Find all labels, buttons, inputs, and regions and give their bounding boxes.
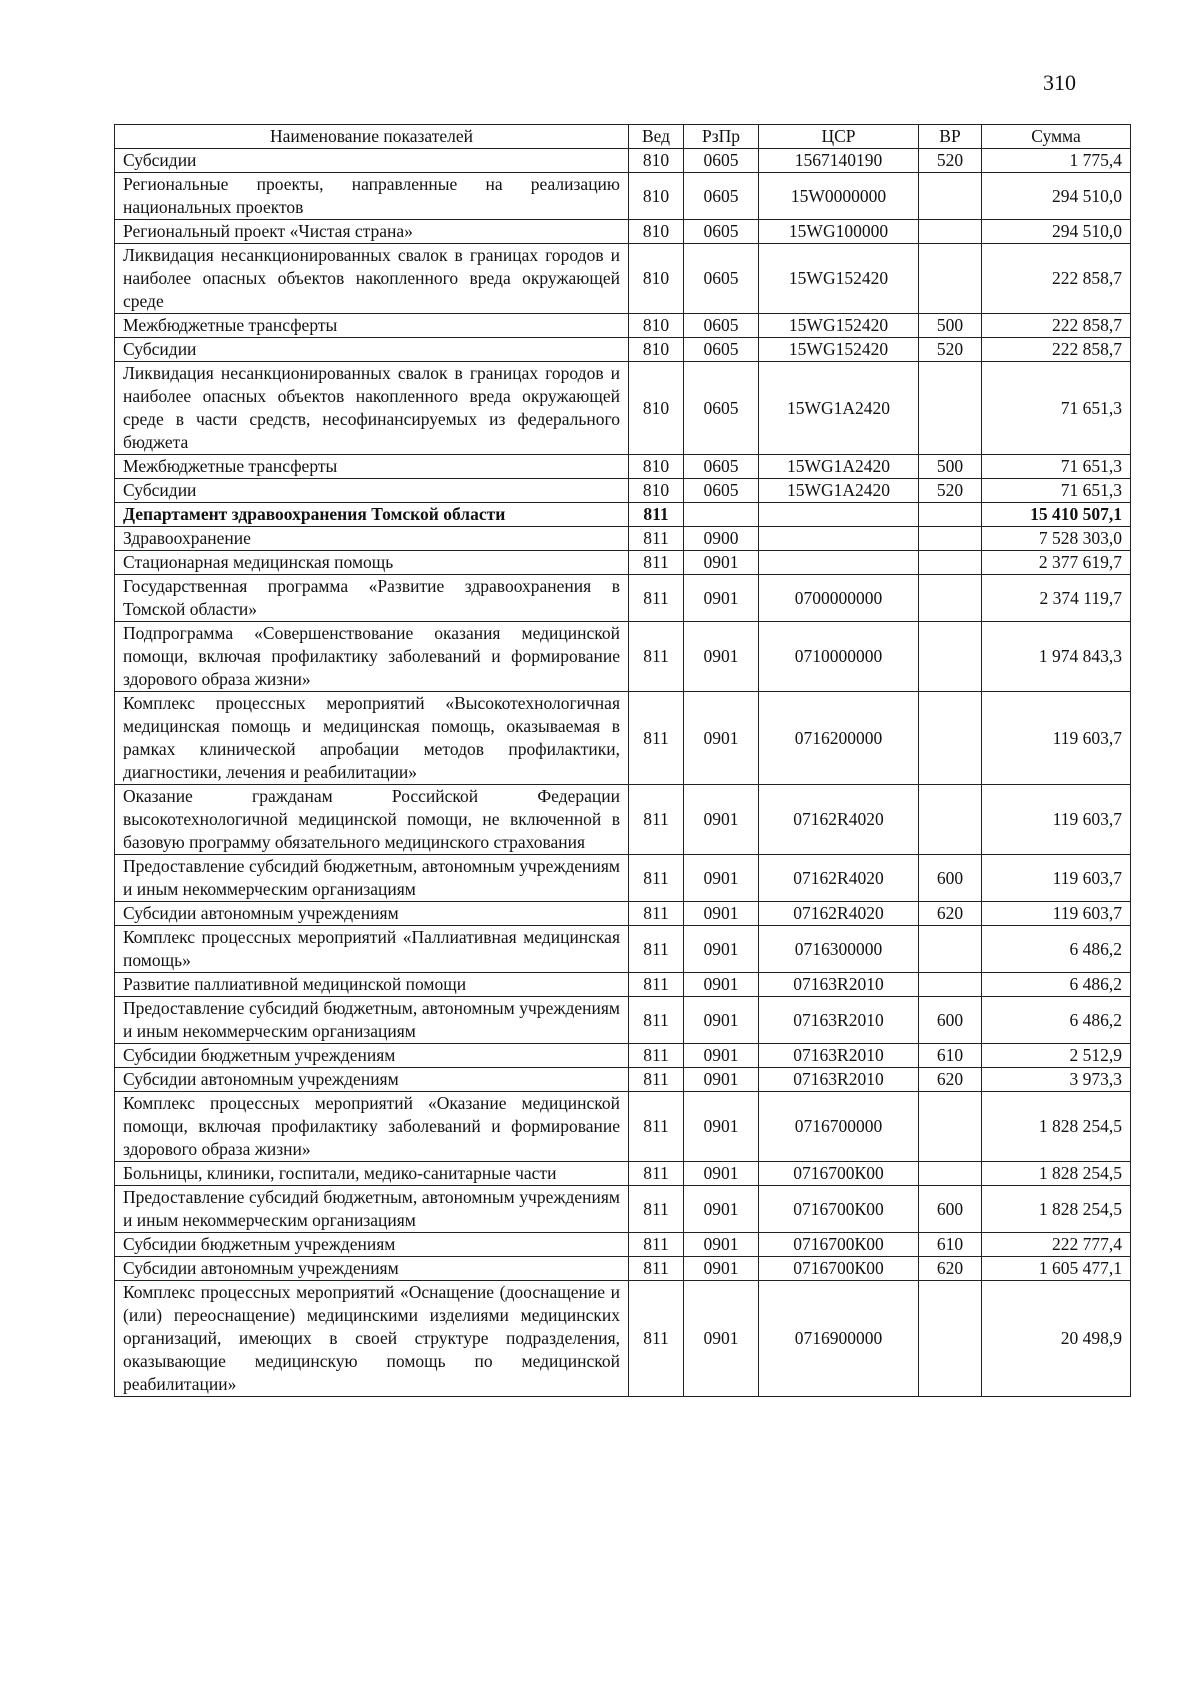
cell-name: Стационарная медицинская помощь: [115, 551, 629, 575]
cell-name: Оказание гражданам Российской Федерации высокотехнологичной медицинской помощи, не включенной в базовую программу обязательного медицинского страхования: [115, 785, 629, 855]
table-row: [115, 575, 1131, 622]
cell-ved: 810: [629, 314, 684, 338]
table-row: [115, 1092, 1131, 1162]
cell-name: Здравоохранение: [115, 527, 629, 551]
cell-rzpr: 0901: [684, 997, 759, 1044]
cell-sum: 1 828 254,5: [982, 1092, 1131, 1162]
header-rzpr: РзПр: [684, 125, 759, 149]
cell-sum: 6 486,2: [982, 997, 1131, 1044]
cell-vr: 610: [919, 1044, 982, 1068]
table-row: [115, 785, 1131, 855]
cell-sum: 3 973,3: [982, 1068, 1131, 1092]
cell-rzpr: 0901: [684, 622, 759, 692]
cell-ved: 810: [629, 338, 684, 362]
cell-name: Субсидии автономным учреждениям: [115, 902, 629, 926]
cell-vr: [919, 1281, 982, 1397]
cell-ved: 811: [629, 503, 684, 527]
header-csr: ЦСР: [759, 125, 919, 149]
cell-vr: 600: [919, 855, 982, 902]
cell-vr: 620: [919, 902, 982, 926]
cell-csr: 0716700000: [759, 1092, 919, 1162]
cell-name: Больницы, клиники, госпитали, медико-санитарные части: [115, 1162, 629, 1186]
cell-ved: 810: [629, 362, 684, 455]
cell-csr: 0700000000: [759, 575, 919, 622]
cell-rzpr: 0901: [684, 855, 759, 902]
cell-ved: 811: [629, 902, 684, 926]
cell-rzpr: 0901: [684, 1068, 759, 1092]
cell-ved: 810: [629, 173, 684, 220]
cell-rzpr: 0605: [684, 314, 759, 338]
cell-csr: 0716700К00: [759, 1162, 919, 1186]
cell-sum: 6 486,2: [982, 973, 1131, 997]
table-row: [115, 622, 1131, 692]
table-row: [115, 1281, 1131, 1397]
cell-sum: 71 651,3: [982, 455, 1131, 479]
cell-csr: 15WG152420: [759, 244, 919, 314]
cell-name: Субсидии автономным учреждениям: [115, 1068, 629, 1092]
cell-csr: 15WG1A2420: [759, 362, 919, 455]
cell-csr: [759, 527, 919, 551]
cell-sum: 119 603,7: [982, 855, 1131, 902]
cell-csr: 15WG1A2420: [759, 479, 919, 503]
cell-ved: 811: [629, 785, 684, 855]
table-body: [115, 149, 1131, 1397]
cell-rzpr: 0901: [684, 902, 759, 926]
cell-rzpr: 0605: [684, 362, 759, 455]
header-vr: ВР: [919, 125, 982, 149]
table-row: [115, 1068, 1131, 1092]
budget-table: [114, 124, 1131, 1397]
table-row: [115, 338, 1131, 362]
cell-vr: [919, 362, 982, 455]
cell-vr: [919, 1162, 982, 1186]
table-row: [115, 362, 1131, 455]
cell-name: Развитие паллиативной медицинской помощи: [115, 973, 629, 997]
cell-csr: 15WG100000: [759, 220, 919, 244]
table-row: [115, 527, 1131, 551]
cell-vr: 500: [919, 455, 982, 479]
cell-name: Комплекс процессных мероприятий «Оснащение (дооснащение и (или) переоснащение) медицинскими изделиями медицинских организаций, имеющих в своей структуре подразделения, оказывающие медицинскую помощь по медицинской реабилитации»: [115, 1281, 629, 1397]
cell-ved: 811: [629, 575, 684, 622]
cell-vr: [919, 244, 982, 314]
table-row: [115, 1233, 1131, 1257]
page-number: 310: [1043, 70, 1076, 95]
table-row: [115, 855, 1131, 902]
cell-sum: 2 377 619,7: [982, 551, 1131, 575]
table-row: [115, 244, 1131, 314]
table-row: [115, 1162, 1131, 1186]
cell-rzpr: 0605: [684, 338, 759, 362]
cell-vr: [919, 173, 982, 220]
table-row: [115, 997, 1131, 1044]
cell-sum: 119 603,7: [982, 692, 1131, 785]
cell-csr: 07162R4020: [759, 902, 919, 926]
table-row: [115, 902, 1131, 926]
cell-csr: 07162R4020: [759, 785, 919, 855]
header-name: Наименование показателей: [115, 125, 629, 149]
cell-rzpr: 0901: [684, 1233, 759, 1257]
cell-ved: 811: [629, 1068, 684, 1092]
cell-sum: 1 974 843,3: [982, 622, 1131, 692]
cell-ved: 811: [629, 855, 684, 902]
cell-csr: 07163R2010: [759, 1044, 919, 1068]
cell-csr: 0716700К00: [759, 1233, 919, 1257]
cell-csr: 15W0000000: [759, 173, 919, 220]
cell-rzpr: 0901: [684, 1092, 759, 1162]
cell-vr: 600: [919, 997, 982, 1044]
cell-sum: 6 486,2: [982, 926, 1131, 973]
cell-rzpr: 0605: [684, 173, 759, 220]
cell-csr: 0716200000: [759, 692, 919, 785]
cell-ved: 810: [629, 244, 684, 314]
cell-sum: 222 858,7: [982, 338, 1131, 362]
cell-name: Региональные проекты, направленные на реализацию национальных проектов: [115, 173, 629, 220]
cell-ved: 811: [629, 1281, 684, 1397]
cell-ved: 811: [629, 1186, 684, 1233]
cell-csr: 07162R4020: [759, 855, 919, 902]
cell-sum: 1 828 254,5: [982, 1162, 1131, 1186]
cell-rzpr: 0901: [684, 1281, 759, 1397]
cell-sum: 222 777,4: [982, 1233, 1131, 1257]
cell-rzpr: 0901: [684, 1186, 759, 1233]
cell-vr: 620: [919, 1257, 982, 1281]
cell-vr: 500: [919, 314, 982, 338]
cell-name: Межбюджетные трансферты: [115, 455, 629, 479]
table-row: [115, 455, 1131, 479]
cell-vr: 520: [919, 338, 982, 362]
cell-rzpr: 0901: [684, 575, 759, 622]
cell-rzpr: 0901: [684, 551, 759, 575]
cell-ved: 811: [629, 1162, 684, 1186]
cell-name: Ликвидация несанкционированных свалок в границах городов и наиболее опасных объектов накопленного вреда окружающей среде в части средств, несофинансируемых из федерального бюджета: [115, 362, 629, 455]
cell-rzpr: 0901: [684, 1162, 759, 1186]
cell-vr: [919, 785, 982, 855]
table-row: [115, 551, 1131, 575]
cell-name: Комплекс процессных мероприятий «Паллиативная медицинская помощь»: [115, 926, 629, 973]
cell-name: Субсидии автономным учреждениям: [115, 1257, 629, 1281]
cell-vr: [919, 926, 982, 973]
cell-ved: 810: [629, 479, 684, 503]
table-row: [115, 1186, 1131, 1233]
cell-rzpr: 0605: [684, 149, 759, 173]
cell-vr: [919, 503, 982, 527]
cell-sum: 294 510,0: [982, 220, 1131, 244]
table-row: [115, 314, 1131, 338]
cell-rzpr: 0605: [684, 455, 759, 479]
cell-csr: 07163R2010: [759, 997, 919, 1044]
cell-csr: [759, 503, 919, 527]
cell-vr: 610: [919, 1233, 982, 1257]
cell-vr: 520: [919, 479, 982, 503]
cell-sum: 1 828 254,5: [982, 1186, 1131, 1233]
cell-sum: 294 510,0: [982, 173, 1131, 220]
cell-rzpr: [684, 503, 759, 527]
cell-name: Подпрограмма «Совершенствование оказания медицинской помощи, включая профилактику заболеваний и формирование здорового образа жизни»: [115, 622, 629, 692]
cell-sum: 1 605 477,1: [982, 1257, 1131, 1281]
cell-sum: 7 528 303,0: [982, 527, 1131, 551]
table-header-row: [115, 125, 1131, 149]
cell-sum: 1 775,4: [982, 149, 1131, 173]
cell-ved: 810: [629, 455, 684, 479]
cell-csr: 07163R2010: [759, 1068, 919, 1092]
cell-ved: 811: [629, 622, 684, 692]
cell-csr: 15WG152420: [759, 314, 919, 338]
table-row: [115, 692, 1131, 785]
cell-rzpr: 0901: [684, 1044, 759, 1068]
cell-ved: 811: [629, 926, 684, 973]
cell-csr: 15WG152420: [759, 338, 919, 362]
table-row: [115, 479, 1131, 503]
cell-name: Предоставление субсидий бюджетным, автономным учреждениям и иным некоммерческим организациям: [115, 997, 629, 1044]
table-row: [115, 149, 1131, 173]
cell-vr: 520: [919, 149, 982, 173]
cell-vr: [919, 973, 982, 997]
cell-rzpr: 0901: [684, 785, 759, 855]
cell-csr: 0710000000: [759, 622, 919, 692]
cell-csr: [759, 551, 919, 575]
table-row: [115, 220, 1131, 244]
cell-vr: 600: [919, 1186, 982, 1233]
cell-name: Предоставление субсидий бюджетным, автономным учреждениям и иным некоммерческим организациям: [115, 1186, 629, 1233]
cell-csr: 0716900000: [759, 1281, 919, 1397]
cell-sum: 2 512,9: [982, 1044, 1131, 1068]
cell-ved: 810: [629, 220, 684, 244]
header-ved: Вед: [629, 125, 684, 149]
table-row: [115, 926, 1131, 973]
cell-name: Межбюджетные трансферты: [115, 314, 629, 338]
cell-rzpr: 0900: [684, 527, 759, 551]
cell-ved: 811: [629, 1233, 684, 1257]
cell-ved: 810: [629, 149, 684, 173]
table-row: [115, 973, 1131, 997]
cell-sum: 119 603,7: [982, 902, 1131, 926]
cell-sum: 71 651,3: [982, 362, 1131, 455]
cell-name: Ликвидация несанкционированных свалок в границах городов и наиболее опасных объектов накопленного вреда окружающей среде: [115, 244, 629, 314]
cell-sum: 2 374 119,7: [982, 575, 1131, 622]
cell-ved: 811: [629, 1257, 684, 1281]
cell-ved: 811: [629, 692, 684, 785]
cell-name: Комплекс процессных мероприятий «Высокотехнологичная медицинская помощь и медицинская помощь, оказываемая в рамках клинической апробации методов профилактики, диагностики, лечения и реабилитации»: [115, 692, 629, 785]
cell-vr: [919, 575, 982, 622]
header-sum: Сумма: [982, 125, 1131, 149]
cell-csr: 15WG1A2420: [759, 455, 919, 479]
cell-ved: 811: [629, 997, 684, 1044]
cell-sum: 15 410 507,1: [982, 503, 1131, 527]
cell-csr: 0716700К00: [759, 1186, 919, 1233]
cell-csr: 1567140190: [759, 149, 919, 173]
cell-rzpr: 0901: [684, 973, 759, 997]
table-row: [115, 1257, 1131, 1281]
table-row: [115, 173, 1131, 220]
cell-csr: 0716700К00: [759, 1257, 919, 1281]
cell-vr: [919, 527, 982, 551]
cell-vr: [919, 1092, 982, 1162]
cell-ved: 811: [629, 1044, 684, 1068]
cell-rzpr: 0901: [684, 1257, 759, 1281]
cell-name: Субсидии: [115, 479, 629, 503]
cell-vr: [919, 551, 982, 575]
cell-vr: 620: [919, 1068, 982, 1092]
cell-rzpr: 0605: [684, 244, 759, 314]
cell-name: Субсидии бюджетным учреждениям: [115, 1233, 629, 1257]
cell-ved: 811: [629, 1092, 684, 1162]
table-row: [115, 1044, 1131, 1068]
cell-csr: 07163R2010: [759, 973, 919, 997]
cell-sum: 71 651,3: [982, 479, 1131, 503]
cell-rzpr: 0605: [684, 479, 759, 503]
cell-name: Субсидии: [115, 338, 629, 362]
cell-name: Субсидии: [115, 149, 629, 173]
cell-csr: 0716300000: [759, 926, 919, 973]
cell-vr: [919, 622, 982, 692]
cell-sum: 222 858,7: [982, 244, 1131, 314]
cell-rzpr: 0901: [684, 926, 759, 973]
cell-ved: 811: [629, 527, 684, 551]
cell-ved: 811: [629, 551, 684, 575]
cell-name: Комплекс процессных мероприятий «Оказание медицинской помощи, включая профилактику заболеваний и формирование здорового образа жизни»: [115, 1092, 629, 1162]
cell-vr: [919, 692, 982, 785]
cell-ved: 811: [629, 973, 684, 997]
cell-rzpr: 0605: [684, 220, 759, 244]
cell-name: Региональный проект «Чистая страна»: [115, 220, 629, 244]
cell-name: Субсидии бюджетным учреждениям: [115, 1044, 629, 1068]
cell-name: Департамент здравоохранения Томской области: [115, 503, 629, 527]
cell-name: Предоставление субсидий бюджетным, автономным учреждениям и иным некоммерческим организациям: [115, 855, 629, 902]
cell-sum: 20 498,9: [982, 1281, 1131, 1397]
cell-name: Государственная программа «Развитие здравоохранения в Томской области»: [115, 575, 629, 622]
table-row: [115, 503, 1131, 527]
cell-sum: 119 603,7: [982, 785, 1131, 855]
cell-rzpr: 0901: [684, 692, 759, 785]
cell-vr: [919, 220, 982, 244]
cell-sum: 222 858,7: [982, 314, 1131, 338]
